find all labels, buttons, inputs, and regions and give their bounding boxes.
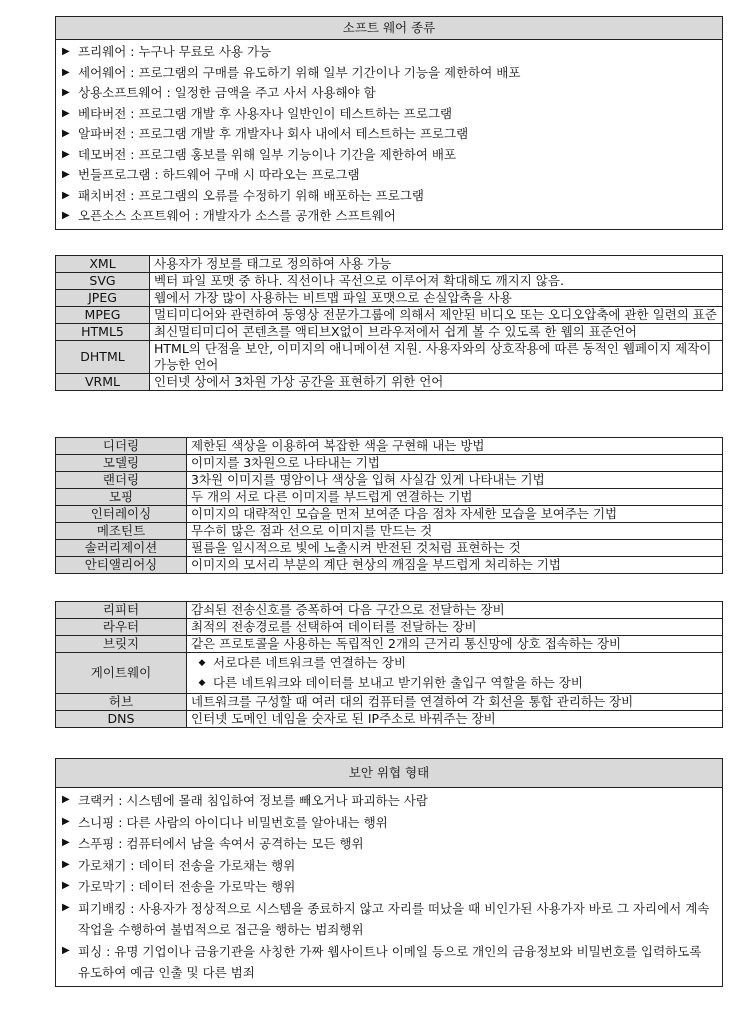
software-types-title: 소프트 웨어 종류 <box>56 17 723 40</box>
triangle-bullet-icon: ▶ <box>62 944 70 956</box>
graphics-table <box>55 437 723 574</box>
table-row: 메조틴트 무수히 많은 점과 선으로 이미지를 만드는 것 <box>56 523 723 540</box>
security-list <box>56 788 723 987</box>
list-item: ▶ 알파버전 : 프로그램 개발 후 개발자나 회사 내에서 테스트하는 프로그램 <box>62 124 716 145</box>
table-row: DHTML HTML의 단점을 보안, 이미지의 애니메이션 지원. 사용자와의 상호작용에 따른 동적인 웹페이지 제작이 가능한 언어 <box>56 341 723 374</box>
table-row: 모핑 두 개의 서로 다른 이미지를 부드럽게 연결하는 기법 <box>56 489 723 506</box>
software-types-list <box>56 40 723 230</box>
triangle-bullet-icon: ▶ <box>62 858 70 870</box>
table-row: VRML 인터넷 상에서 3차원 가상 공간을 표현하기 위한 언어 <box>56 374 723 391</box>
list-item: ◆ 다른 네트워크와 데이터를 보내고 받기위한 출입구 역할을 하는 장비 <box>191 673 718 693</box>
table-row: 라우터 최적의 전송경로를 선택하여 데이터를 전달하는 장비 <box>56 619 723 636</box>
diamond-bullet-icon: ◆ <box>198 658 206 668</box>
list-item: ▶ 피기배킹 : 사용자가 정상적으로 시스템을 종료하지 않고 자리를 떠났을 때 비인가된 사용가자 바로 그 자리에서 계속 작업을 수행하여 불법적으로 접근을 행하는 범죄행위 <box>62 898 716 941</box>
triangle-bullet-icon: ▶ <box>62 189 70 201</box>
list-item: ▶ 가로막기 : 데이터 전송을 가로막는 행위 <box>62 876 716 898</box>
list-item: ▶ 번들프로그램 : 하드웨어 구매 시 따라오는 프로그램 <box>62 165 716 186</box>
triangle-bullet-icon: ▶ <box>62 837 70 848</box>
table-row: XML 사용자가 정보를 태그로 정의하여 사용 가능 <box>56 256 723 273</box>
triangle-bullet-icon: ▶ <box>62 66 70 78</box>
table-row: 인터레이싱 이미지의 대략적인 모습을 먼저 보여준 다음 점차 자세한 모습을 보여주는 기법 <box>56 506 723 523</box>
table-row: 게이트웨이 ◆ 서로다른 네트워크를 연결하는 장비 ◆ 다른 네트워크와 데이터를 보내고 받기위한 출입구 역할을 하는 장비 <box>56 653 723 694</box>
list-item: ▶ 크랙커 : 시스템에 몰래 침입하여 정보를 빼오거나 파괴하는 사람 <box>62 790 716 812</box>
network-devices-table <box>55 601 723 728</box>
list-item: ▶ 스푸핑 : 컴퓨터에서 남을 속여서 공격하는 모든 행위 <box>62 833 716 855</box>
diamond-bullet-icon: ◆ <box>198 678 206 688</box>
triangle-bullet-icon: ▶ <box>62 901 70 913</box>
table-row: MPEG 멀티미디어와 관련하여 동영상 전문가그룹에 의해서 제안된 비디오 또는 오디오압축에 관한 일련의 표준 <box>56 307 723 324</box>
triangle-bullet-icon: ▶ <box>62 880 70 891</box>
triangle-bullet-icon: ▶ <box>62 148 70 160</box>
table-row: SVG 벡터 파일 포맷 중 하나. 직선이나 곡선으로 이루어져 확대해도 깨지지 않음. <box>56 273 723 290</box>
list-item: ▶ 오픈소스 소프트웨어 : 개발자가 소스를 공개한 스프트웨어 <box>62 206 716 227</box>
table-row: 안티앨리어싱 이미지의 모서리 부분의 계단 현상의 깨짐을 부드럽게 처리하는 기법 <box>56 557 723 574</box>
list-item: ◆ 서로다른 네트워크를 연결하는 장비 <box>191 653 718 673</box>
list-item: ▶ 세어웨어 : 프로그램의 구매를 유도하기 위해 일부 기간이나 기능을 제한하여 배포 <box>62 63 716 84</box>
table-row: 리피터 감쇠된 전송신호를 증폭하여 다음 구간으로 전달하는 장비 <box>56 602 723 619</box>
security-threats-table <box>55 758 723 987</box>
list-item: ▶ 피싱 : 유명 기업이나 금융기관을 사칭한 가짜 웹사이트나 이메일 등으로 개인의 금융정보와 비밀번호를 입력하도록 유도하여 예금 인출 및 다른 범죄 <box>62 941 716 984</box>
table-row: 브릿지 같은 프로토콜을 사용하는 독립적인 2개의 근거리 통신망에 상호 접속하는 장비 <box>56 636 723 653</box>
formats-table <box>55 255 723 391</box>
triangle-bullet-icon: ▶ <box>62 46 70 57</box>
table-row: HTML5 최신멀티미디어 콘텐츠를 액티브X없이 브라우저에서 쉽게 볼 수 있도록 한 웹의 표준언어 <box>56 324 723 341</box>
software-types-table <box>55 16 723 230</box>
security-title: 보안 위협 형태 <box>56 759 723 788</box>
triangle-bullet-icon: ▶ <box>62 87 70 98</box>
triangle-bullet-icon: ▶ <box>62 210 70 221</box>
table-row: 랜더링 3차원 이미지를 명암이나 색상을 입혀 사실감 있게 나타내는 기법 <box>56 472 723 489</box>
table-row: 허브 네트워크를 구성할 때 여러 대의 컴퓨터를 연결하여 각 회선을 통합 관리하는 장비 <box>56 694 723 711</box>
triangle-bullet-icon: ▶ <box>62 815 70 827</box>
list-item: ▶ 베타버전 : 프로그램 개발 후 사용자나 일반인이 테스트하는 프로그램 <box>62 104 716 125</box>
gateway-desc <box>187 653 723 694</box>
table-row: 솔러리제이션 필름을 일시적으로 빛에 노출시켜 반전된 것처럼 표현하는 것 <box>56 540 723 557</box>
table-row: 디더링 제한된 색상을 이용하여 복잡한 색을 구현해 내는 방법 <box>56 438 723 455</box>
triangle-bullet-icon: ▶ <box>62 128 70 139</box>
list-item: ▶ 가로채기 : 데이터 전송을 가로채는 행위 <box>62 855 716 877</box>
list-item: ▶ 스니핑 : 다른 사람의 아이디나 비밀번호를 알아내는 행위 <box>62 812 716 834</box>
triangle-bullet-icon: ▶ <box>62 794 70 805</box>
table-row: DNS 인터넷 도메인 네임을 숫자로 된 IP주소로 바꿔주는 장비 <box>56 711 723 728</box>
table-row: 모델링 이미지를 3차원으로 나타내는 기법 <box>56 455 723 472</box>
triangle-bullet-icon: ▶ <box>62 107 70 119</box>
list-item: ▶ 패치버전 : 프로그램의 오류를 수정하기 위해 배포하는 프로그램 <box>62 186 716 207</box>
list-item: ▶ 상용소프트웨어 : 일정한 금액을 주고 사서 사용해야 함 <box>62 83 716 104</box>
triangle-bullet-icon: ▶ <box>62 169 70 180</box>
list-item: ▶ 데모버전 : 프로그램 홍보를 위해 일부 기능이나 기간을 제한하여 배포 <box>62 145 716 166</box>
table-row: JPEG 웹에서 가장 많이 사용하는 비트맵 파일 포맷으로 손실압축을 사용 <box>56 290 723 307</box>
list-item: ▶ 프리웨어 : 누구나 무료로 사용 가능 <box>62 42 716 63</box>
